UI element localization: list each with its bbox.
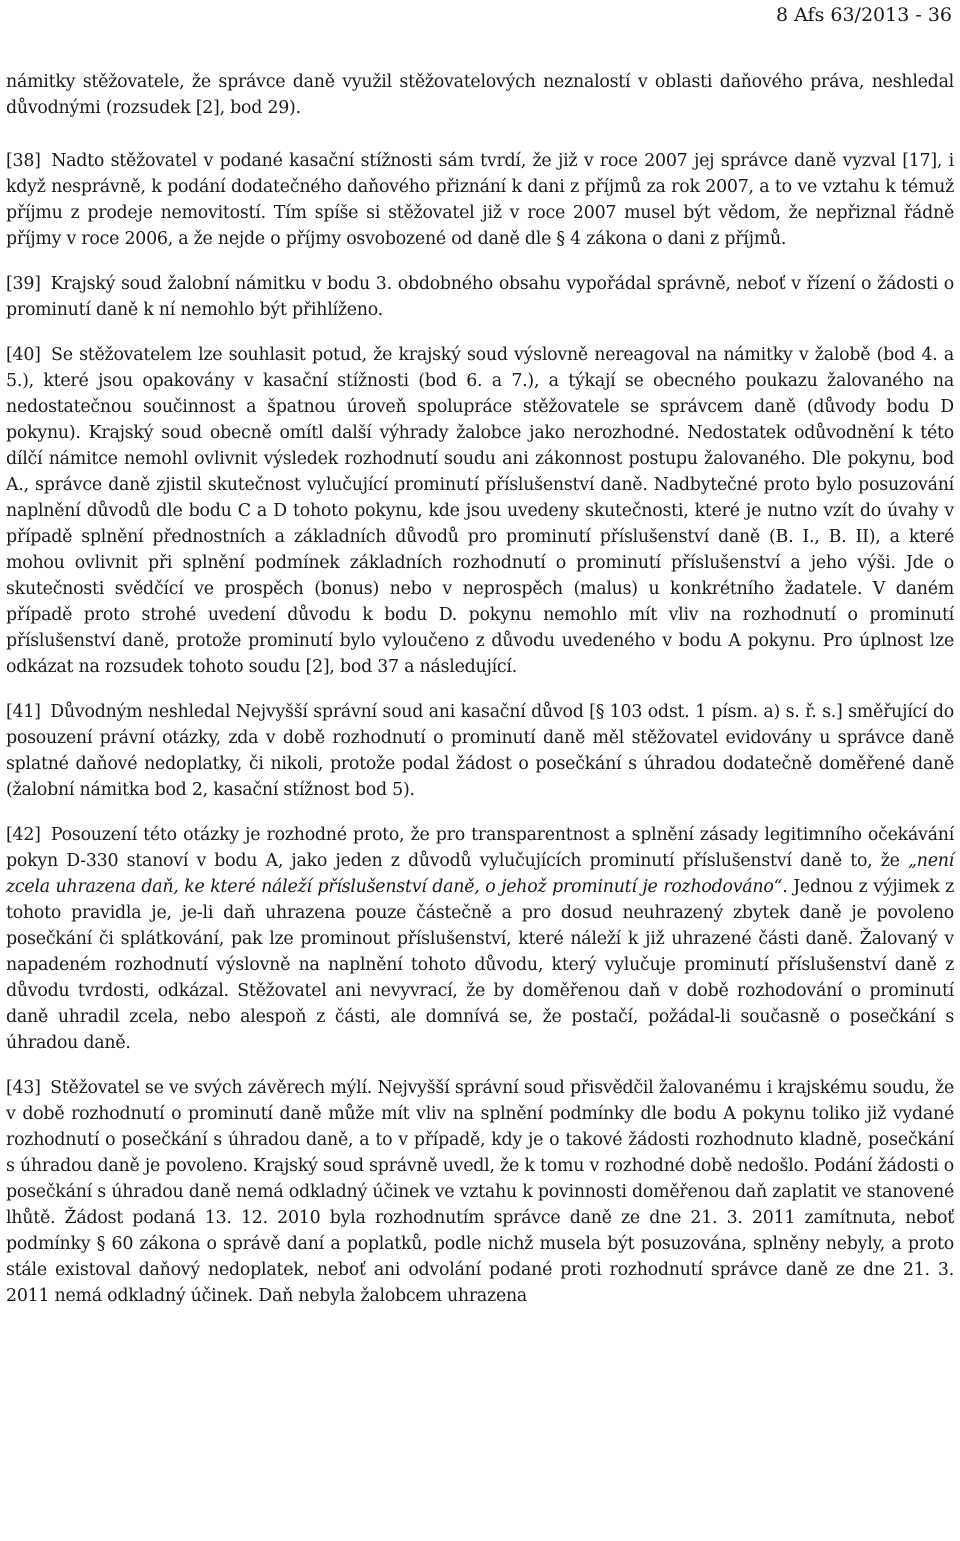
paragraph-number: [38] <box>6 151 41 171</box>
paragraph-number: [40] <box>6 345 41 365</box>
case-number: 8 Afs 63/2013 - 36 <box>776 4 952 26</box>
paragraph-text: Krajský soud žalobní námitku v bodu 3. obdobného obsahu vypořádal správně, neboť v řízení o žádosti o prominutí daně k ní nemohlo být přihlíženo. <box>6 274 955 320</box>
paragraph-42 <box>6 822 954 1056</box>
paragraph-text: námitky stěžovatele, že správce daně využil stěžovatelových neznalostí v oblasti daňového práva, neshledal důvodnými (rozsudek [2], bod 29). <box>6 72 954 118</box>
paragraph-text: Se stěžovatelem lze souhlasit potud, že krajský soud výslovně nereagoval na námitky v žalobě (bod 4. a 5.), které jsou opakovány v kasační stížnosti (bod 6. a 7.), a týkají se obecného poukazu žalovaného na nedostatečnou součinnost a špatnou úroveň spolupráce stěžovatele se správcem daně (důvody bodu D pokynu). Krajský soud obecně omítl další výhrady žalobce jako nerozhodné. Nedostatek odůvodnění k této dílčí námitce nemohl ovlivnit výsledek rozhodnutí soudu ani zákonnost postupu žalovaného. Dle pokynu, bod A., správce daně zjistil skutečnost vylučující prominutí příslušenství daně. Nadbytečné proto bylo posuzování naplnění důvodů dle bodu C a D tohoto pokynu, kde jsou uvedeny skutečnosti, které je nutno vzít do úvahy v případě splnění přednostních a základních důvodů pro prominutí příslušenství daně (B. I., B. II), a které mohou ovlivnit při splnění podmínek základních rozhodnutí o prominutí příslušenství a jeho výši. Jde o skutečnosti svědčící ve prospěch (bonus) nebo v neprospěch (malus) u konkrétního žadatele. V daném případě proto strohé uvedení důvodu k bodu D. pokynu nemohlo mít vliv na rozhodnutí o prominutí příslušenství daně, protože prominutí bylo vyloučeno z důvodu uvedeného v bodu A pokynu. Pro úplnost lze odkázat na rozsudek tohoto soudu [2], bod 37 a následující. <box>6 345 955 677</box>
paragraph-38 <box>6 148 954 252</box>
paragraph-text: Stěžovatel se ve svých závěrech mýlí. Nejvyšší správní soud přisvědčil žalovanému i krajskému soudu, že v době rozhodnutí o prominutí daně může mít vliv na splnění podmínky dle bodu A pokynu toliko již vydané rozhodnutí o posečkání s úhradou daně, a to v případě, kdy je o takové žádosti rozhodnuto kladně, posečkání s úhradou daně je povoleno. Krajský soud správně uvedl, že k tomu v rozhodné době nedošlo. Podání žádosti o posečkání s úhradou daně nemá odkladný účinek ve vztahu k povinnosti doměřenou daň zaplatit ve stanovené lhůtě. Žádost podaná 13. 12. 2010 byla rozhodnutím správce daně ze dne 21. 3. 2011 zamítnuta, neboť podmínky § 60 zákona o správě daní a poplatků, podle nichž musela být posuzována, splněny nebyly, a proto stále existoval daňový nedoplatek, neboť ani odvolání podané proti rozhodnutí správce daně ze dne 21. 3. 2011 nemá odkladný účinek. Daň nebyla žalobcem uhrazena <box>6 1078 954 1306</box>
paragraph-41 <box>6 699 954 803</box>
paragraph-39 <box>6 271 954 323</box>
paragraph-43 <box>6 1075 954 1309</box>
paragraph-number: [39] <box>6 274 41 294</box>
paragraph-number: [41] <box>6 702 41 722</box>
paragraph-number: [42] <box>6 825 41 845</box>
paragraph-text: . Jednou z výjimek z tohoto pravidla je, je-li daň uhrazena pouze částečně a pro dosud neuhrazený zbytek daně je povoleno posečkání či splátkování, pak lze prominout příslušenství, které náleží k již uhrazené části daně. Žalovaný v napadeném rozhodnutí výslovně na naplnění tohoto důvodu, který vylučuje prominutí příslušenství daně z důvodu tvrdosti, odkázal. Stěžovatel ani nevyvrací, že by doměřenou daň v době rozhodování o prominutí daně uhradil zcela, nebo alespoň z části, ale domnívá se, že postačí, požádal-li současně o posečkání s úhradou daně. <box>6 877 955 1053</box>
paragraph-continuation <box>6 69 954 121</box>
paragraph-number: [43] <box>6 1078 41 1098</box>
paragraph-text: Důvodným neshledal Nejvyšší správní soud ani kasační důvod [§ 103 odst. 1 písm. a) s. ř. s.] směřující do posouzení právní otázky, zda v době rozhodnutí o prominutí daně měl stěžovatel evidovány u správce daně splatné daňové nedoplatky, či nikoli, protože podal žádost o posečkání s úhradou dodatečně doměřené daně (žalobní námitka bod 2, kasační stížnost bod 5). <box>6 702 955 800</box>
paragraph-text: Posouzení této otázky je rozhodné proto, že pro transparentnost a splnění zásady legitimního očekávání pokyn D-330 stanoví v bodu A, jako jeden z důvodů vylučujících prominutí příslušenství daně to, že <box>6 825 954 871</box>
document-body <box>6 69 954 1328</box>
quoted-rule: „není zcela uhrazena daň, ke které náleží příslušenství daně, o jehož prominutí je rozhodováno“ <box>6 851 954 897</box>
paragraph-text: Nadto stěžovatel v podané kasační stížnosti sám tvrdí, že již v roce 2007 jej správce daně vyzval [17], i když nesprávně, k podání dodatečného daňového přiznání k dani z příjmů za rok 2007, a to ve vztahu k témuž příjmu z prodeje nemovitostí. Tím spíše si stěžovatel již v roce 2007 musel být vědom, že nepřiznal řádně příjmy v roce 2006, a že nejde o příjmy osvobozené od daně dle § 4 zákona o dani z příjmů. <box>6 151 954 249</box>
paragraph-40 <box>6 342 954 680</box>
